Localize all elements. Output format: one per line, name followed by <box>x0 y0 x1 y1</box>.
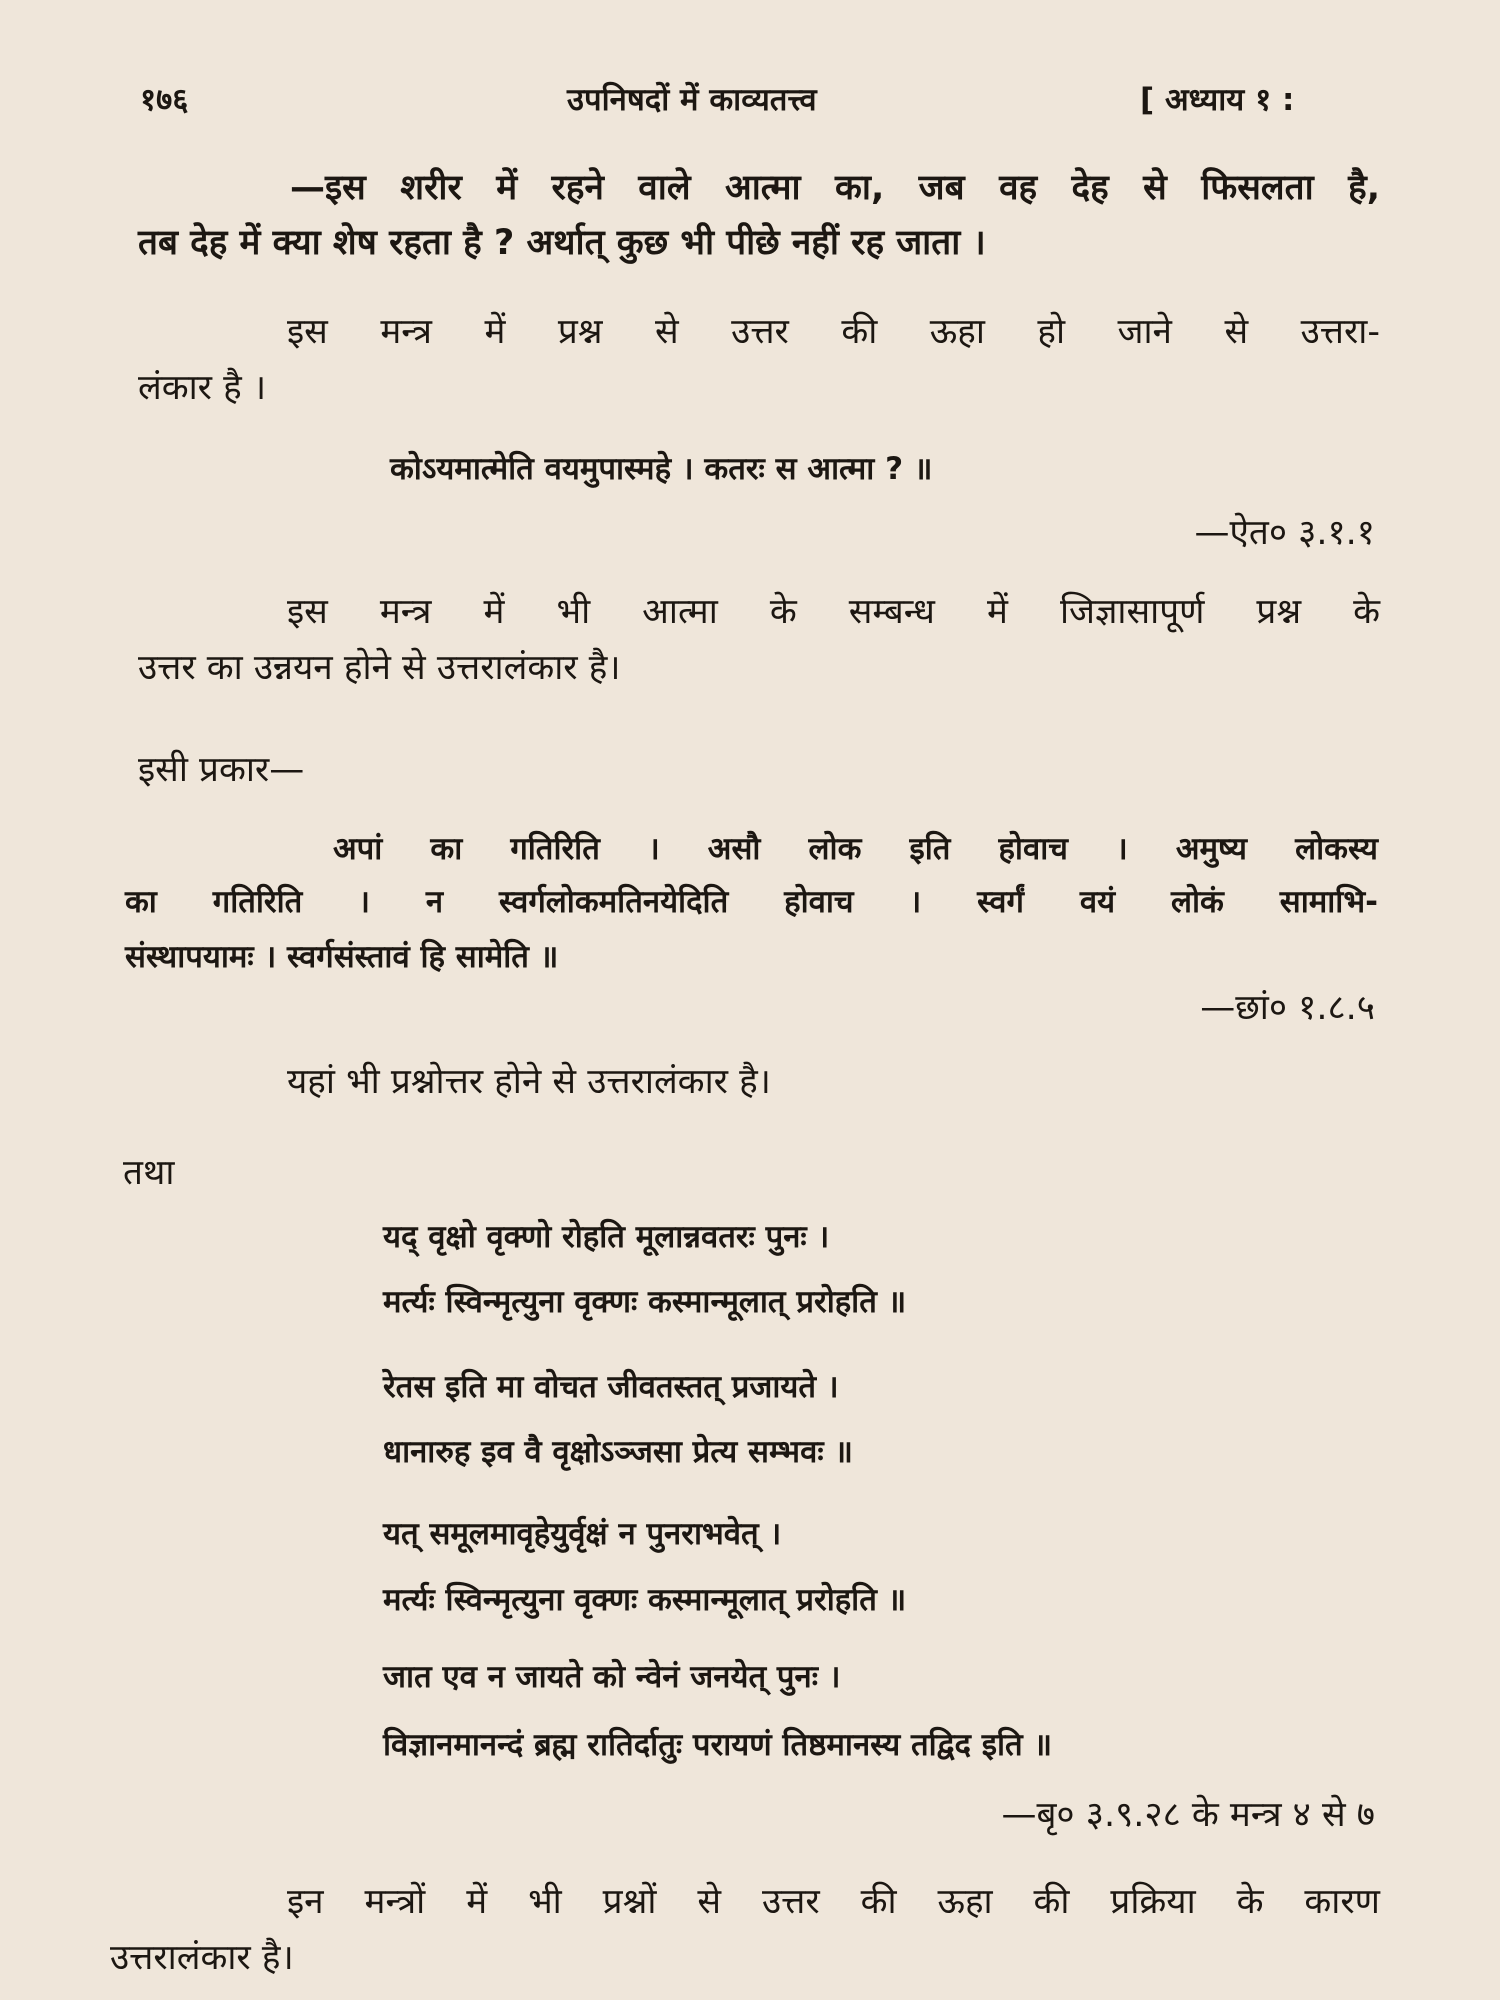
paragraph-line: इसी प्रकार— <box>138 750 305 790</box>
verse-line: रेतस इति मा वोचत जीवतस्तत् प्रजायते । <box>383 1369 839 1405</box>
paragraph-line: इस मन्त्र में प्रश्न से उत्तर की ऊहा हो जाने से उत्तरा- <box>287 312 1380 352</box>
paragraph-line: तथा <box>123 1153 175 1193</box>
quote-verse: का गतिरिति । न स्वर्गलोकमतिनयेदिति होवाच । स्वर्गं वयं लोकं सामाभि- <box>125 884 1378 920</box>
verse-line: मर्त्यः स्विन्मृत्युना वृक्णः कस्मान्मूलात् प्ररोहति ॥ <box>383 1284 907 1320</box>
paragraph-line: इन मन्त्रों में भी प्रश्नों से उत्तर की ऊहा की प्रक्रिया के कारण <box>287 1882 1380 1922</box>
quote-reference: —बृ० ३.९.२८ के मन्त्र ४ से ७ <box>1001 1795 1375 1835</box>
quote-verse: कोऽयमात्मेति वयमुपास्महे । कतरः स आत्मा ? ॥ <box>390 451 933 487</box>
chapter-label: [ अध्याय १ : <box>1140 82 1295 118</box>
quote-reference: —ऐत० ३.१.१ <box>1194 513 1375 553</box>
verse-line: विज्ञानमानन्दं ब्रह्म रातिर्दातुः परायणं तिष्ठमानस्य तद्विद इति ॥ <box>383 1727 1053 1763</box>
paragraph-line: उत्तरालंकार है। <box>110 1938 294 1978</box>
paragraph-line: यहां भी प्रश्नोत्तर होने से उत्तरालंकार है। <box>287 1062 771 1102</box>
paragraph-line: लंकार है । <box>138 368 267 408</box>
book-title: उपनिषदों में काव्यतत्त्व <box>567 82 817 118</box>
verse-line: जात एव न जायते को न्वेनं जनयेत् पुनः । <box>383 1659 841 1695</box>
paragraph-line: इस मन्त्र में भी आत्मा के सम्बन्ध में जिज्ञासापूर्ण प्रश्न के <box>287 592 1380 632</box>
verse-line: यत् समूलमावृहेयुर्वृक्षं न पुनराभवेत् । <box>383 1516 782 1552</box>
quote-reference: —छां० १.८.५ <box>1200 988 1375 1028</box>
quote-verse: संस्थापयामः । स्वर्गसंस्तावं हि सामेति ॥ <box>125 939 559 975</box>
paragraph-line: उत्तर का उन्नयन होने से उत्तरालंकार है। <box>138 648 621 688</box>
verse-line: धानारुह इव वै वृक्षोऽञ्जसा प्रेत्य सम्भवः ॥ <box>383 1434 853 1470</box>
quote-verse: अपां का गतिरिति । असौ लोक इति होवाच । अमुष्य लोकस्य <box>333 831 1378 867</box>
page-number: १७६ <box>140 82 189 118</box>
verse-line: मर्त्यः स्विन्मृत्युना वृक्णः कस्मान्मूलात् प्ररोहति ॥ <box>383 1582 907 1618</box>
paragraph-line: तब देह में क्या शेष रहता है ? अर्थात् कुछ भी पीछे नहीं रह जाता । <box>138 223 986 263</box>
paragraph-line: —इस शरीर में रहने वाले आत्मा का, जब वह देह से फिसलता है, <box>290 168 1380 208</box>
verse-line: यद् वृक्षो वृक्णो रोहति मूलान्नवतरः पुनः । <box>383 1219 830 1255</box>
